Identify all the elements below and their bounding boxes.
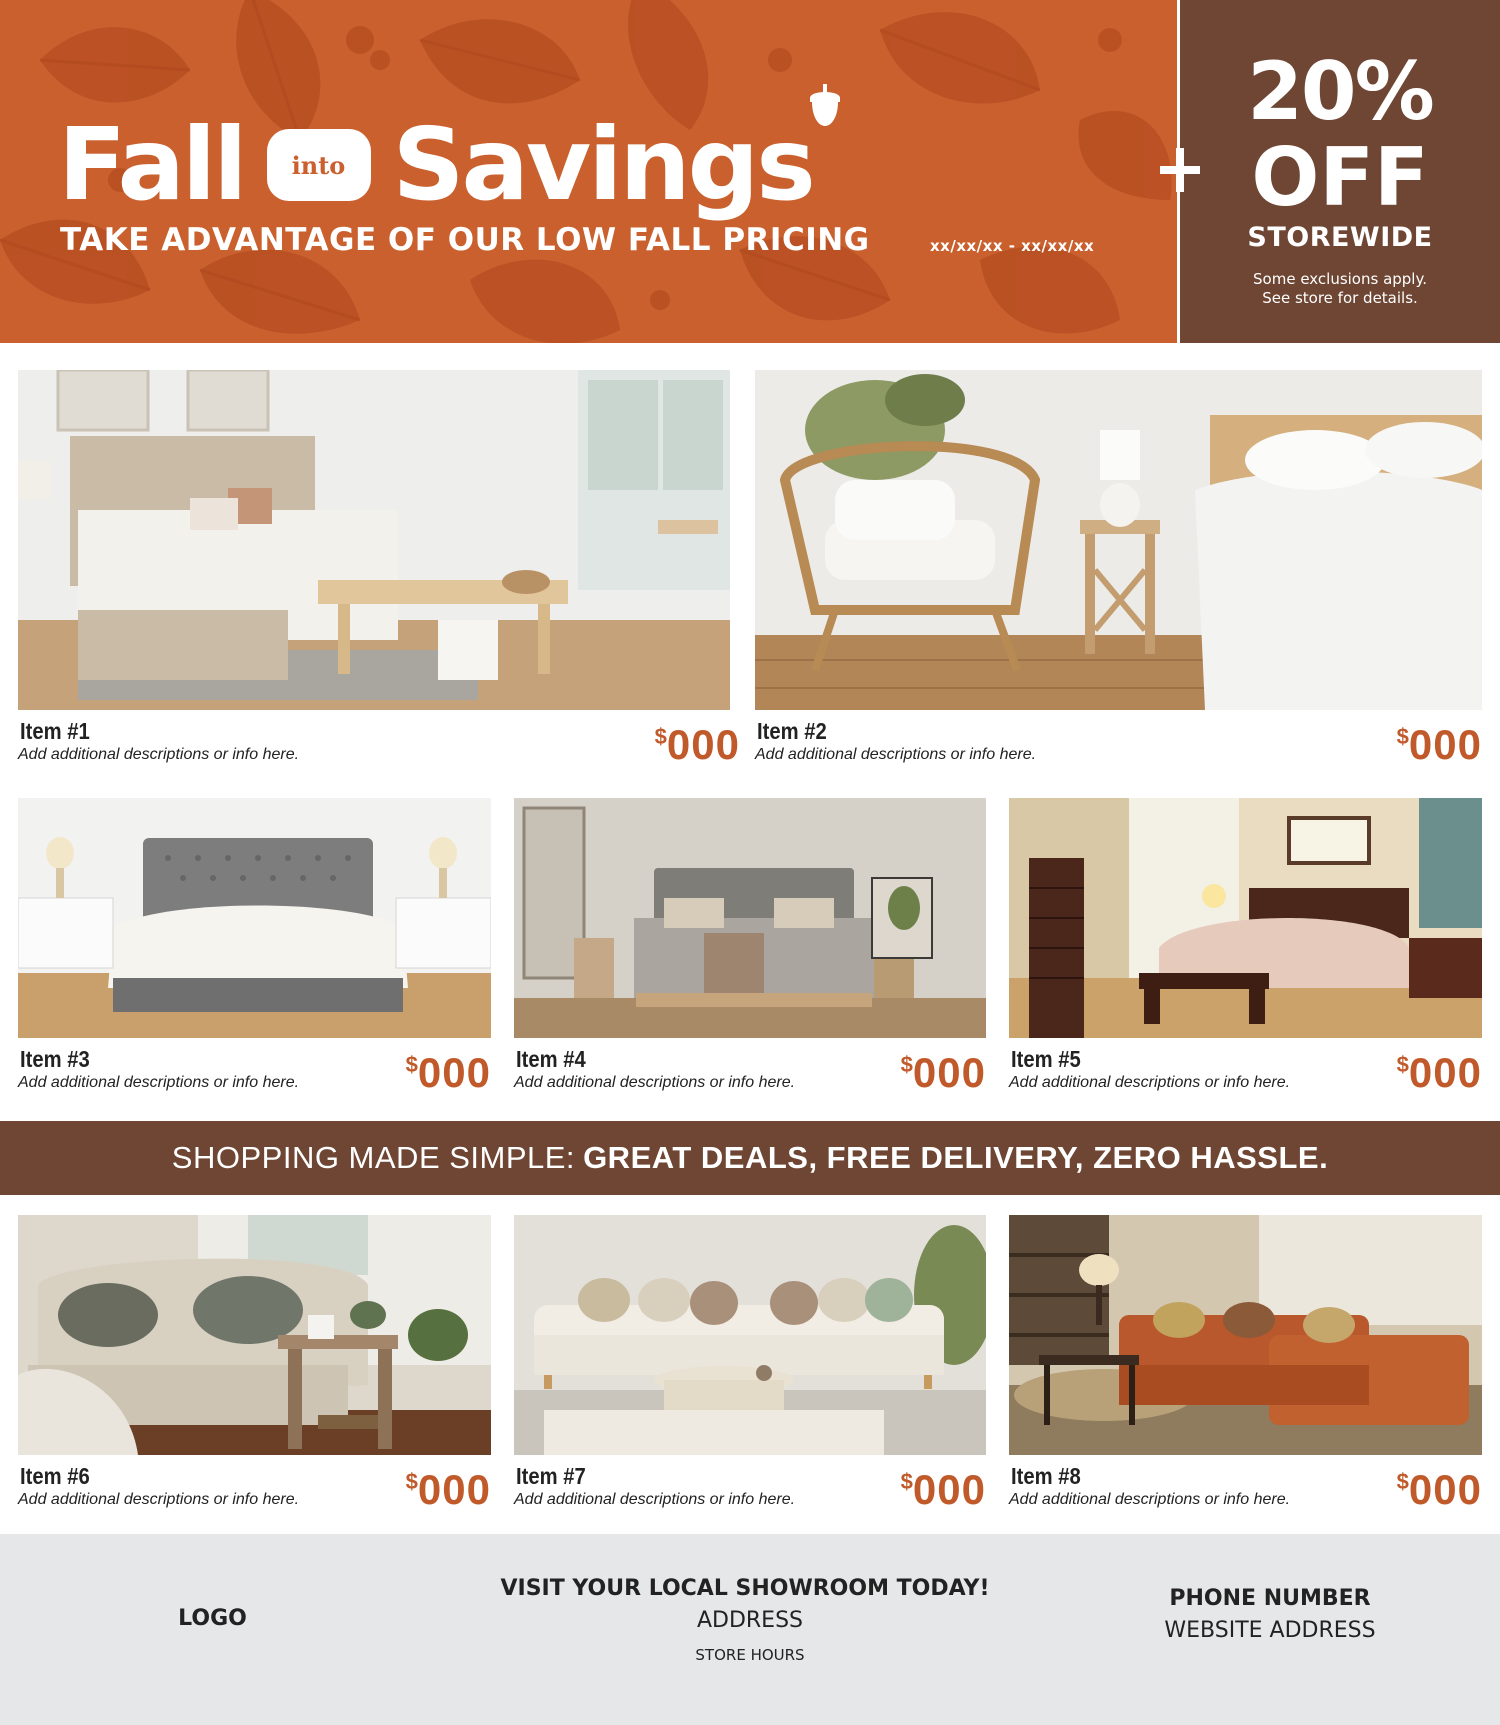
price-currency: $ (1396, 1052, 1409, 1077)
price-currency: $ (405, 1469, 418, 1494)
price-currency: $ (405, 1052, 418, 1077)
leather-sofa-photo (1009, 1215, 1482, 1455)
item-description: Add additional descriptions or info here. (1009, 1491, 1291, 1508)
headline (58, 106, 813, 223)
product-card-4[interactable] (514, 798, 986, 1098)
product-card-6[interactable] (18, 1215, 491, 1515)
product-card-1[interactable] (18, 370, 740, 770)
plus-icon (1160, 148, 1200, 192)
price-amount: 000 (417, 1049, 491, 1096)
item-name: Item #5 (1011, 1046, 1081, 1072)
logo: LOGO (178, 1606, 247, 1631)
headline-word-fall: Fall (58, 106, 245, 223)
product-card-8[interactable] (1009, 1215, 1482, 1515)
address: ADDRESS (696, 1608, 804, 1633)
item-description: Add additional descriptions or info here. (18, 1074, 300, 1091)
item-description: Add additional descriptions or info here. (1009, 1074, 1291, 1091)
product-card-5[interactable] (1009, 798, 1482, 1098)
item-name: Item #2 (757, 718, 827, 744)
item-name: Item #7 (516, 1463, 586, 1489)
price-amount: 000 (666, 721, 740, 768)
grey-bed-photo (514, 798, 986, 1038)
product-card-2[interactable] (755, 370, 1482, 770)
item-description: Add additional descriptions or info here. (755, 746, 1037, 763)
dark-wood-bed-photo (1009, 798, 1482, 1038)
item-price (654, 721, 740, 768)
promo-exclusions-line-2: See store for details. (1262, 289, 1418, 307)
item-price (1396, 721, 1482, 768)
price-amount: 000 (1408, 1466, 1482, 1513)
promo-off: OFF (1251, 131, 1429, 224)
headline-word-savings: Savings (392, 106, 813, 223)
price-currency: $ (1396, 1469, 1409, 1494)
item-name: Item #4 (516, 1046, 586, 1072)
item-description: Add additional descriptions or info here. (18, 1491, 300, 1508)
banner-highlight: GREAT DEALS, FREE DELIVERY, ZERO HASSLE. (583, 1140, 1329, 1175)
item-name: Item #6 (20, 1463, 90, 1489)
website-address: WEBSITE ADDRESS (1164, 1618, 1376, 1643)
price-amount: 000 (912, 1466, 986, 1513)
bedroom-bench-photo (18, 370, 730, 710)
store-hours: STORE HOURS (695, 1646, 805, 1664)
item-description: Add additional descriptions or info here. (18, 746, 300, 763)
item-price (405, 1049, 491, 1096)
acorn-icon (808, 84, 842, 128)
price-currency: $ (900, 1469, 913, 1494)
item-price (900, 1049, 986, 1096)
price-currency: $ (1396, 724, 1409, 749)
item-price (1396, 1049, 1482, 1096)
item-description: Add additional descriptions or info here. (514, 1491, 796, 1508)
price-currency: $ (654, 724, 667, 749)
item-price (1396, 1466, 1482, 1513)
rattan-chair-photo (755, 370, 1482, 710)
footer (0, 1534, 1500, 1725)
sale-dates: xx/xx/xx - xx/xx/xx (930, 237, 1095, 255)
banner-lead: SHOPPING MADE SIMPLE: (171, 1140, 576, 1175)
promo-exclusions (1180, 270, 1500, 308)
promo-scope: STOREWIDE (1247, 222, 1433, 253)
price-amount: 000 (1408, 721, 1482, 768)
item-name: Item #1 (20, 718, 90, 744)
price-amount: 000 (417, 1466, 491, 1513)
promo-percent: 20% (1247, 45, 1433, 138)
item-price (900, 1466, 986, 1513)
value-banner (0, 1121, 1500, 1195)
promo-panel (1180, 0, 1500, 343)
item-name: Item #3 (20, 1046, 90, 1072)
price-currency: $ (900, 1052, 913, 1077)
hero-panel (0, 0, 1177, 343)
product-card-3[interactable] (18, 798, 491, 1098)
promo-exclusions-line-1: Some exclusions apply. (1253, 270, 1427, 288)
headline-connector: into (291, 150, 346, 180)
price-amount: 000 (912, 1049, 986, 1096)
header (0, 0, 1500, 343)
item-price (405, 1466, 491, 1513)
phone-number: PHONE NUMBER (1169, 1586, 1371, 1611)
price-amount: 000 (1408, 1049, 1482, 1096)
product-card-7[interactable] (514, 1215, 986, 1515)
sectional-sofa-photo (18, 1215, 491, 1455)
item-name: Item #8 (1011, 1463, 1081, 1489)
visit-heading: VISIT YOUR LOCAL SHOWROOM TODAY! (500, 1576, 990, 1601)
item-description: Add additional descriptions or info here. (514, 1074, 796, 1091)
tufted-bed-photo (18, 798, 491, 1038)
white-sofa-photo (514, 1215, 986, 1455)
into-pill (267, 129, 371, 201)
subtitle: TAKE ADVANTAGE OF OUR LOW FALL PRICING (60, 222, 870, 258)
